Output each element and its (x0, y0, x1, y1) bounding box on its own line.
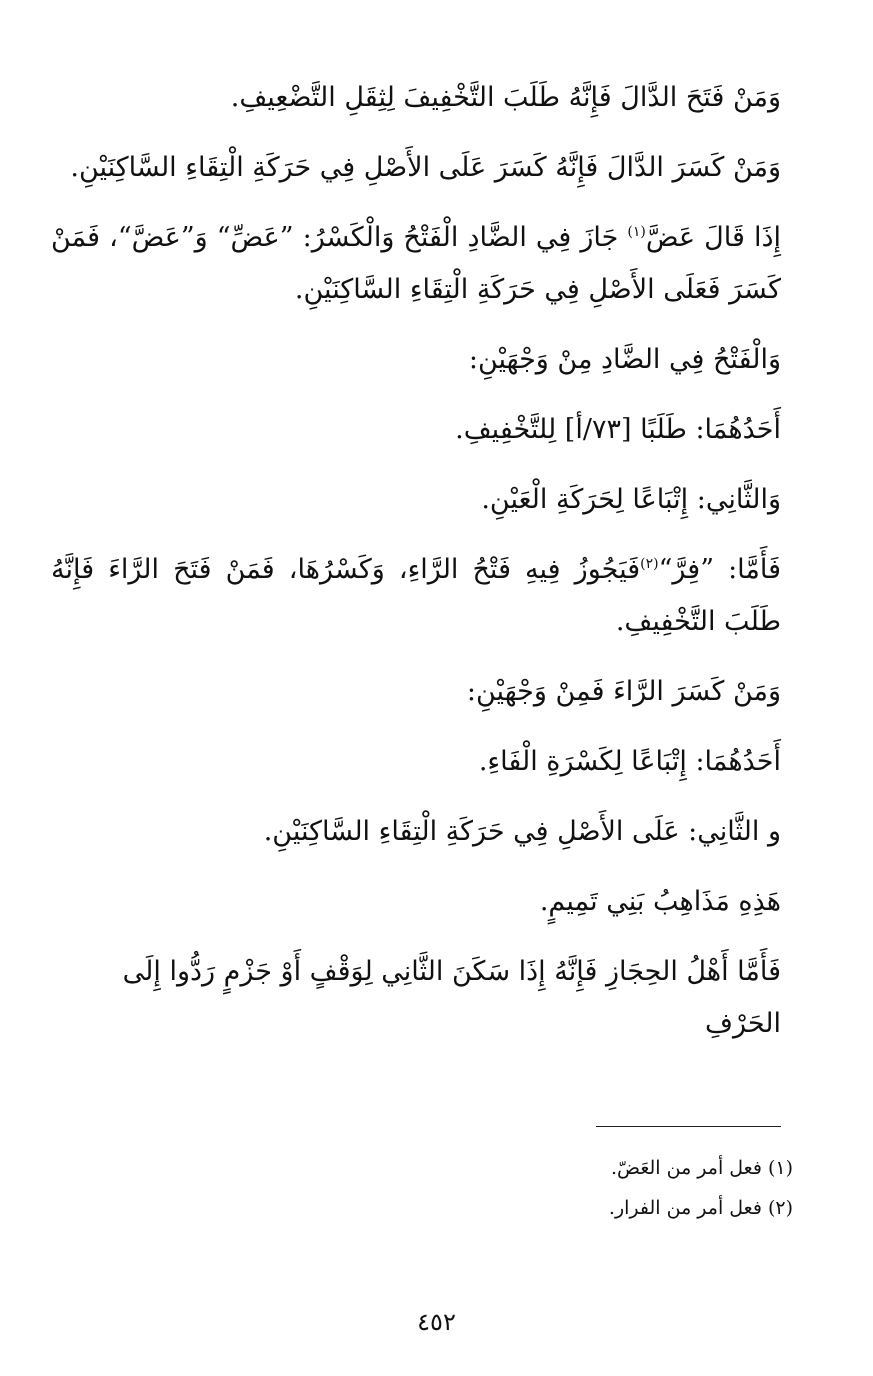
paragraph-12: فَأَمَّا أَهْلُ الحِجَازِ فَإِنَّهُ إِذَا سَكَنَ الثَّانِي لِوَقْفٍ أَوْ جَزْمٍ رَدُّوا إِلَى الحَرْفِ (122, 956, 781, 1039)
paragraph-7-rest: فَيَجُوزُ فِيهِ فَتْحُ الرَّاءِ، وَكَسْرُهَا، فَمَنْ فَتَحَ الرَّاءَ فَإِنَّهُ طَلَبَ التَّخْفِيفِ. (51, 554, 781, 637)
paragraph-3 (51, 212, 781, 316)
paragraph-9: أَحَدُهُمَا: إِتْبَاعًا لِكَسْرَةِ الْفَاءِ. (478, 746, 781, 777)
footnote-ref-1: (١) (627, 224, 646, 240)
paragraph-7-start: فَأَمَّا: ”فِرَّ“ (658, 554, 781, 585)
main-text (51, 72, 781, 1068)
page-number: ٤٥٢ (417, 1308, 456, 1336)
paragraph-7 (51, 544, 781, 648)
footnote-2: (٢) فعل أمر من الفرار. (608, 1197, 793, 1219)
paragraph-1: وَمَنْ فَتَحَ الدَّالَ فَإِنَّهُ طَلَبَ التَّخْفِيفَ لِثِقَلِ التَّضْعِيفِ. (230, 82, 781, 113)
paragraph-4: وَالْفَتْحُ فِي الضَّادِ مِنْ وَجْهَيْنِ: (468, 344, 781, 375)
paragraph-11: هَذِهِ مَذَاهِبُ بَنِي تَمِيمٍ. (539, 886, 781, 917)
paragraph-3-start: إِذَا قَالَ عَضَّ (645, 222, 781, 253)
footnote-1: (١) فعل أمر من العَضّ. (611, 1157, 793, 1179)
footnotes (93, 1148, 793, 1228)
footnote-divider (596, 1126, 781, 1127)
paragraph-2: وَمَنْ كَسَرَ الدَّالَ فَإِنَّهُ كَسَرَ عَلَى الأَصْلِ فِي حَرَكَةِ الْتِقَاءِ السَّاكِنَيْنِ. (70, 152, 781, 183)
paragraph-10: و الثَّانِي: عَلَى الأَصْلِ فِي حَرَكَةِ الْتِقَاءِ السَّاكِنَيْنِ. (263, 816, 781, 847)
paragraph-8: وَمَنْ كَسَرَ الرَّاءَ فَمِنْ وَجْهَيْنِ: (466, 676, 781, 707)
paragraph-5: أَحَدُهُمَا: طَلَبًا [٧٣/أ] لِلتَّخْفِيفِ. (455, 414, 781, 445)
paragraph-3-rest: جَازَ فِي الضَّادِ الْفَتْحُ وَالْكَسْرُ: ”عَضِّ“ وَ”عَضَّ“، فَمَنْ كَسَرَ فَعَلَى الأَصْلِ فِي حَرَكَةِ الْتِقَاءِ السَّاكِنَيْنِ. (51, 222, 781, 305)
footnote-ref-2: (٢) (640, 556, 659, 572)
paragraph-6: وَالثَّانِي: إِتْبَاعًا لِحَرَكَةِ الْعَيْنِ. (481, 484, 781, 515)
